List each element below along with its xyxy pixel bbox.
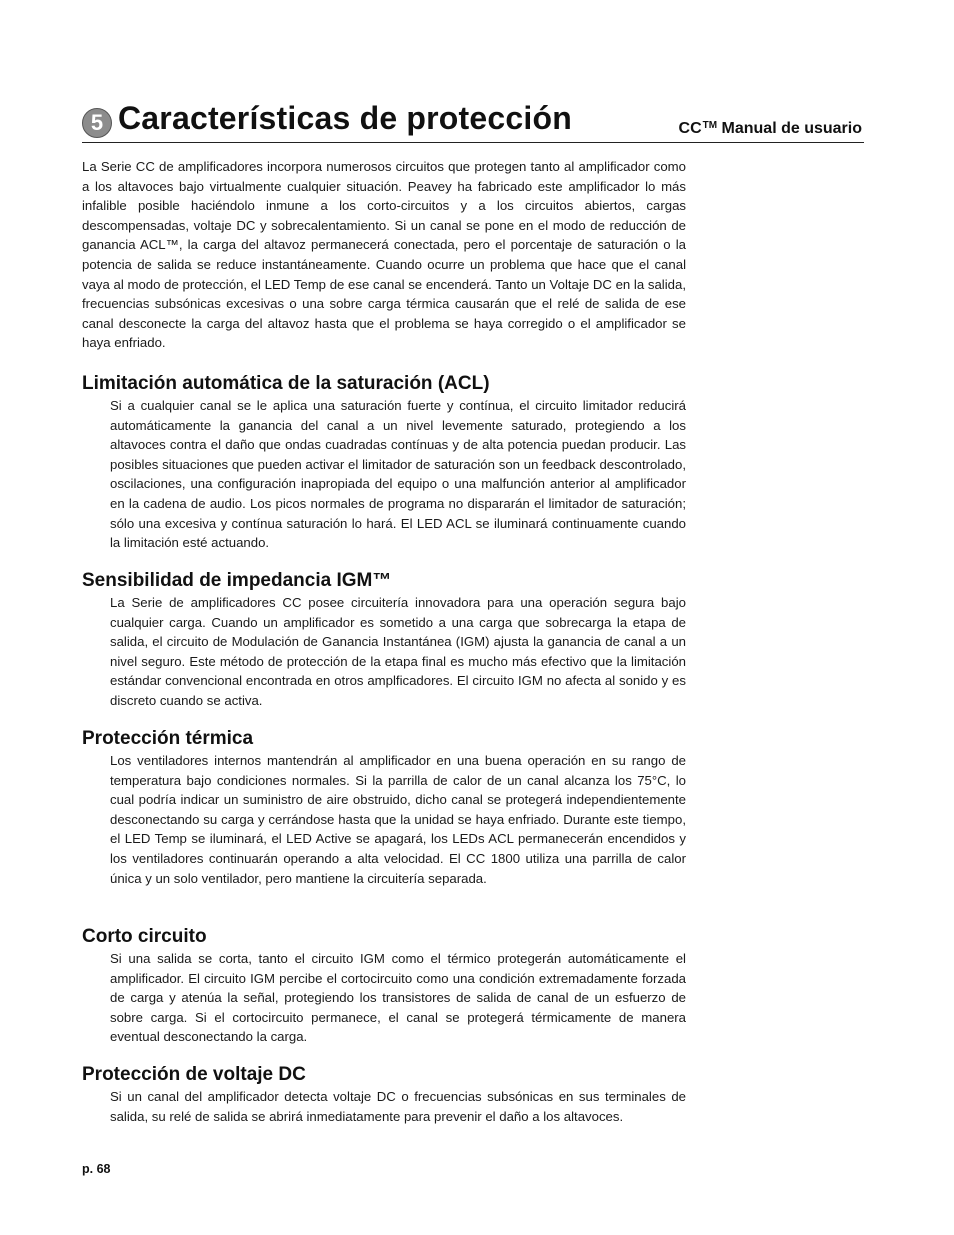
section-body-acl: Si a cualquier canal se le aplica una saturación fuerte y contínua, el circuito limitador reducirá automáticamente la ganancia del canal a un nivel levemente saturado, protegiendo a los altavoces contra el daño que ondas cuadradas contínuas y de alta potencia puedan producir. Las posibles situaciones que pueden activar el limitador de saturación son un feedback descontrolado, oscilaciones, una configuración inapropiada del equipo o una malfunción anterior al amplificador en la cadena de audio. Los picos normales de programa no dispararán el limitador de saturación; sólo una excesiva y contínua saturación lo hará. El LED ACL se iluminará continuamente cuando la limitación esté actuando. (110, 398, 686, 551)
chapter-number-badge: 5 (82, 108, 112, 138)
section-igm (82, 569, 686, 711)
section-heading-dc-voltage: Protección de voltaje DC (82, 1064, 306, 1085)
page-title: Características de protección (118, 100, 572, 136)
section-thermal (82, 727, 686, 888)
page-number: p. 68 (82, 1162, 111, 1176)
intro-paragraph: La Serie CC de amplificadores incorpora numerosos circuitos que protegen tanto al amplificador como a los altavoces bajo virtualmente cualquier situación. Peavey ha fabricado este amplificador lo más infalible posible haciéndolo inmune a los corto-circuitos y a los circuitos abiertos, cargas descompensadas, voltaje DC y sobrecalentamiento. Si un canal se pone en el modo de reducción de ganancia ACL™, la carga del altavoz permanecerá conectada, pero el porcentaje de saturación o la potencia de salida se reduce instantáneamente. Cuando ocurre un problema que hace que el canal vaya al modo de protección, el LED Temp de ese canal se encenderá. Tanto un Voltaje DC en la salida, frecuencias subsónicas excesivas o una sobre carga térmica causarán que el relé de salida de ese canal desconecte la carga del altavoz hasta que el problema se haya corregido o el amplificador se haya enfriado. (82, 159, 686, 351)
section-body-igm: La Serie de amplificadores CC posee circuitería innovadora para una operación segura bajo cualquier carga. Cuando un amplificador es sometido a una carga que sobrecarga la etapa de salida, el circuito de Modulación de Ganancia Instantánea (IGM) ajusta la ganancia de canal a un nivel seguro. Este método de protección de la etapa final es mucho más efectivo que la limitación estándar convencional encontrada en otros amplficadores. El circuito IGM no afecta al sonido y es discreto cuando se activa. (110, 595, 686, 708)
manual-title-suffix: Manual de usuario (721, 120, 862, 137)
section-heading-igm: Sensibilidad de impedancia IGM™ (82, 570, 392, 591)
manual-title (679, 120, 862, 138)
section-dc-voltage (82, 1063, 686, 1126)
section-heading-short-circuit: Corto circuito (82, 926, 207, 947)
section-short-circuit (82, 925, 686, 1047)
section-body-thermal: Los ventiladores internos mantendrán al amplificador en una buena operación en su rango de temperatura bajo condiciones normales. Si la parrilla de calor de un canal alcanza los 75°C, lo cual podría indicar un suministro de aire obstruido, dicho canal se protegerá independientemente desconectando su carga y cerrándose hasta que la unidad se haya enfriado. Durante este tiempo, el LED Temp se iluminará, el LED Active se apagará, los LEDs ACL permanecerán encendidos y los ventiladores continuarán operando a alta velocidad. El CC 1800 utiliza una parrilla de calor única y un solo ventilador, pero mantiene la circuitería separada. (110, 753, 686, 886)
section-body-dc-voltage: Si un canal del amplificador detecta voltaje DC o frecuencias subsónicas en sus terminales de salida, su relé de salida se abrirá inmediatamente para prevenir el daño a los altavoces. (110, 1089, 686, 1124)
trademark-mark: TM (702, 120, 718, 131)
section-heading-acl: Limitación automática de la saturación (ACL) (82, 373, 490, 394)
section-acl (82, 372, 686, 553)
page-header (82, 100, 864, 143)
manual-title-prefix: CC (678, 120, 702, 137)
section-heading-thermal: Protección térmica (82, 728, 254, 749)
section-body-short-circuit: Si una salida se corta, tanto el circuito IGM como el térmico protegerán automáticamente el amplificador. El circuito IGM percibe el cortocircuito como una condición extremadamente forzada de carga y atenúa la señal, protegiendo los transistores de salida de canal de un esfuerzo de sobre carga. Si el cortocircuito permanece, el canal se protegerá térmicamente de manera eventual desconectando la carga. (110, 951, 686, 1045)
